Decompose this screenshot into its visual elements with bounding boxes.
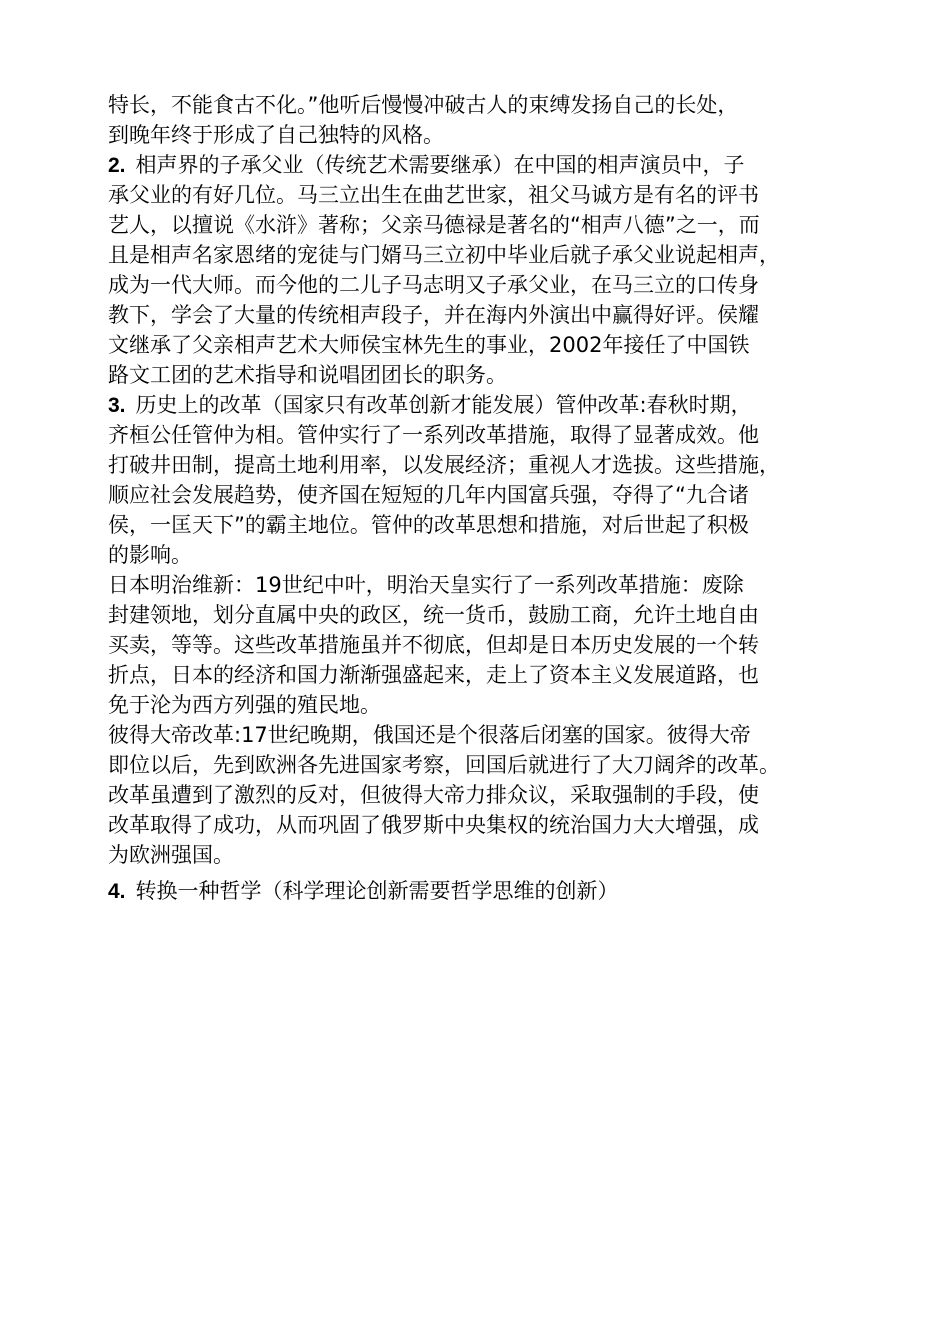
text-line: 封建领地，划分直属中央的政区，统一货币，鼓励工商，允许土地自由: [108, 603, 759, 627]
text-line: 改革虽遭到了激烈的反对，但彼得大帝力排众议，采取强制的手段，使: [108, 783, 759, 807]
text-line: 的影响。: [108, 543, 192, 567]
section-heading-3: [108, 390, 858, 420]
text-line: 彼得大帝改革:17世纪晚期，俄国还是个很落后闭塞的国家。彼得大帝: [108, 723, 751, 747]
document-body: [108, 90, 858, 906]
text-line: 日本明治维新：19世纪中叶，明治天皇实行了一系列改革措施：废除: [108, 573, 744, 597]
text-line: 即位以后，先到欧洲各先进国家考察，回国后就进行了大刀阔斧的改革。: [108, 753, 780, 777]
text-line: 齐桓公任管仲为相。管仲实行了一系列改革措施，取得了显著成效。他: [108, 423, 759, 447]
section-number: 2.: [108, 154, 126, 177]
text-line: 为欧洲强国。: [108, 843, 234, 867]
text-line: 路文工团的艺术指导和说唱团团长的职务。: [108, 363, 507, 387]
section-heading-4: [108, 876, 858, 906]
section-heading-2: [108, 150, 858, 180]
section-heading-text: 转换一种哲学（科学理论创新需要哲学思维的创新）: [135, 879, 619, 903]
text-line: 免于沦为西方列强的殖民地。: [108, 693, 381, 717]
text-line: 且是相声名家恩绪的宠徒与门婿马三立初中毕业后就子承父业说起相声，: [108, 243, 780, 267]
text-line: 顺应社会发展趋势，使齐国在短短的几年内国富兵强，夺得了“九合诸: [108, 483, 749, 507]
text-line: 侯，一匡天下”的霸主地位。管仲的改革思想和措施，对后世起了积极: [108, 513, 749, 537]
text-line: 教下，学会了大量的传统相声段子，并在海内外演出中赢得好评。侯耀: [108, 303, 759, 327]
section-number: 4.: [108, 880, 126, 903]
text-line: 改革取得了成功，从而巩固了俄罗斯中央集权的统治国力大大增强，成: [108, 813, 759, 837]
text-line: 特长，不能食古不化。”他听后慢慢冲破古人的束缚发扬自己的长处，: [108, 93, 739, 117]
text-line: 买卖，等等。这些改革措施虽并不彻底，但却是日本历史发展的一个转: [108, 633, 759, 657]
text-line: 到晚年终于形成了自己独特的风格。: [108, 123, 444, 147]
section-number: 3.: [108, 394, 126, 417]
text-line: 艺人，以擅说《水浒》著称；父亲马德禄是著名的“相声八德”之一，而: [108, 213, 760, 237]
section-heading-text: 相声界的子承父业（传统艺术需要继承）在中国的相声演员中，子: [135, 153, 745, 177]
text-line: 打破井田制，提高土地利用率，以发展经济；重视人才选拔。这些措施，: [108, 453, 780, 477]
section-heading-text: 历史上的改革（国家只有改革创新才能发展）管仲改革:春秋时期，: [135, 393, 752, 417]
text-line: 折点，日本的经济和国力渐渐强盛起来，走上了资本主义发展道路，也: [108, 663, 759, 687]
text-line: 承父业的有好几位。马三立出生在曲艺世家，祖父马诚方是有名的评书: [108, 183, 759, 207]
text-line: 文继承了父亲相声艺术大师侯宝林先生的事业，2002年接任了中国铁: [108, 333, 750, 357]
text-line: 成为一代大师。而今他的二儿子马志明又子承父业，在马三立的口传身: [108, 273, 759, 297]
